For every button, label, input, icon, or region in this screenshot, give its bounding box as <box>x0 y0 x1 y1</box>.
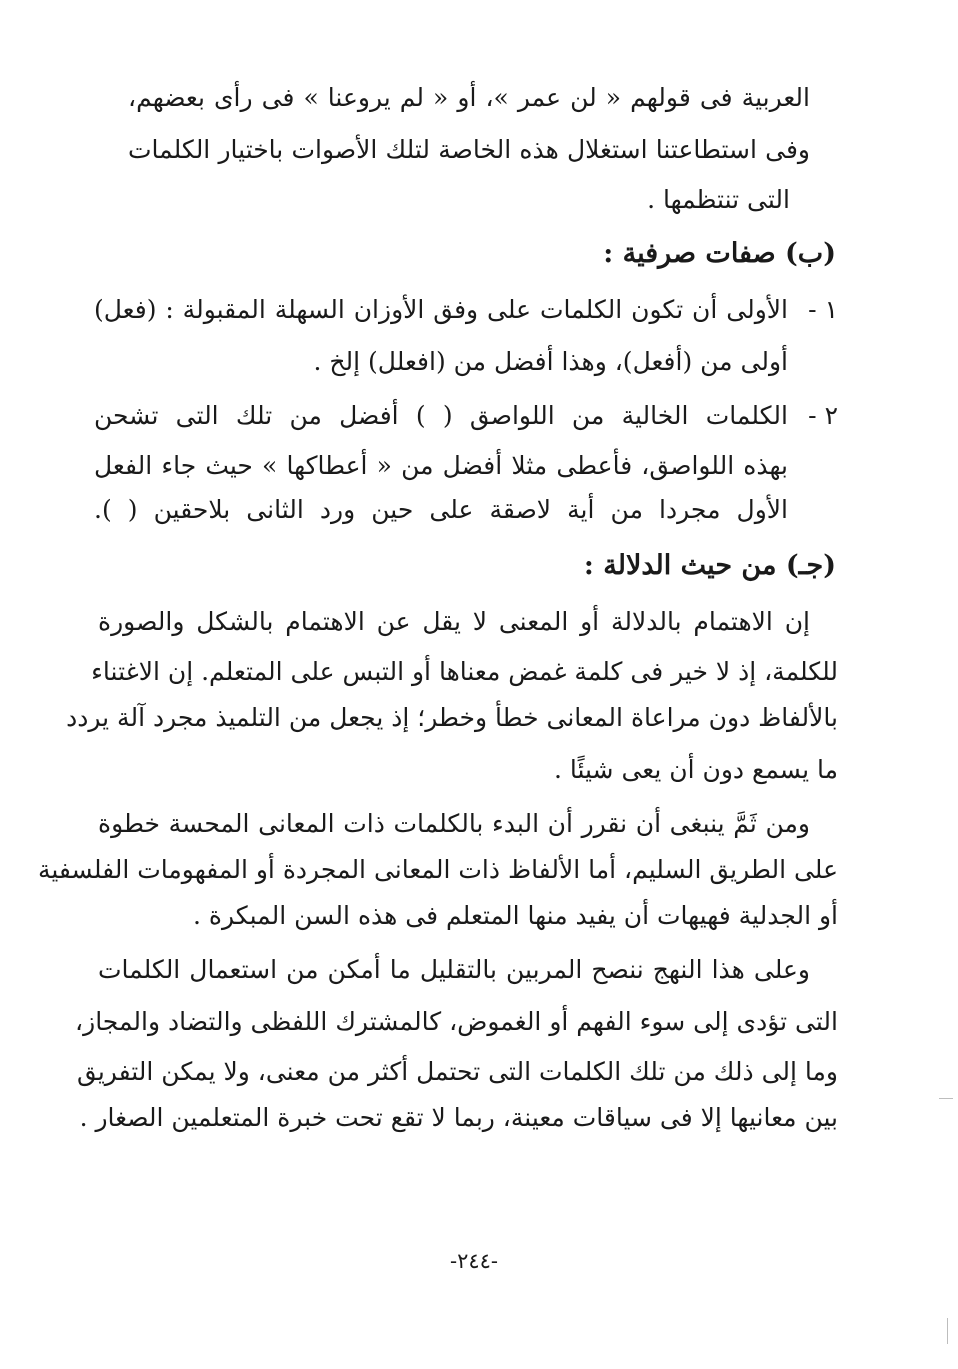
para-1-line-2: للكلمة، إذ لا خير فى كلمة غمض معناها أو التبس على المتعلم. إن الاغتناء <box>91 657 838 686</box>
para-2-line-2: على الطريق السليم، أما الألفاظ ذات المعانى المجردة أو المفهومات الفلسفية <box>37 855 838 884</box>
intro-line-2: وفى استطاعتنا استغلال هذه الخاصة لتلك الأصوات باختيار الكلمات <box>128 135 810 164</box>
para-1-line-1: إن الاهتمام بالدلالة أو المعنى لا يقل عن الاهتمام بالشكل والصورة <box>98 607 810 636</box>
para-3-line-3: وما إلى ذلك من تلك الكلمات التى تحتمل أكثر من معنى، ولا يمكن التفريق <box>77 1057 838 1086</box>
item-1-number: ١ - <box>808 295 838 324</box>
item-2-number: ٢ - <box>808 401 838 430</box>
scan-margin-mark <box>947 1318 948 1344</box>
intro-line-3: التى تنتظمها . <box>647 185 790 214</box>
scan-margin-mark <box>939 1098 953 1099</box>
item-2-line-2: بهذه اللواصق، فأعطى مثلا أفضل من « أعطاكها » حيث جاء الفعل <box>94 451 788 480</box>
item-1-line-1: الأولى أن تكون الكلمات على وفق الأوزان السهلة المقبولة : (فعل) <box>94 295 788 324</box>
item-2-line-3: الأول مجردا من أية لاصقة على حين ورد الثانى بلاحقين ( ). <box>94 495 788 524</box>
para-3-line-1: وعلى هذا النهج ننصح المربين بالتقليل ما أمكن من استعمال الكلمات <box>98 955 810 984</box>
section-c-heading: (جـ) من حيث الدلالة : <box>583 550 836 581</box>
para-2-line-1: ومن ثَمَّ ينبغى أن نقرر أن البدء بالكلمات ذات المعانى المحسة خطوة <box>98 809 810 838</box>
para-3-line-4: بين معانيها إلا فى سياقات معينة، ربما لا تقع تحت خبرة المتعلمين الصغار . <box>79 1103 838 1132</box>
intro-line-1: العربية فى قولهم « لن عمر »، أو « لم يروعنا » فى رأى بعضهم، <box>128 83 810 112</box>
para-3-line-2: التى تؤدى إلى سوء الفهم أو الغموض، كالمشترك اللفظى والتضاد والمجاز، <box>75 1007 838 1036</box>
item-1-line-2: أولى من (أفعل)، وهذا أفضل من (افعلل) إلخ . <box>313 347 788 376</box>
page-number: -٢٤٤- <box>449 1249 499 1273</box>
item-2-line-1: الكلمات الخالية من اللواصق ( ) أفضل من تلك التى تشحن <box>94 401 788 430</box>
para-2-line-3: أو الجدلية فهيهات أن يفيد منها المتعلم فى هذه السن المبكرة . <box>193 901 838 930</box>
para-1-line-4: ما يسمع دون أن يعى شيئًا . <box>553 755 838 784</box>
para-1-line-3: بالألفاظ دون مراعاة المعانى خطأ وخطر؛ إذ يجعل من التلميذ مجرد آلة يردد <box>66 703 838 732</box>
section-b-heading: (ب) صفات صرفية : <box>603 238 836 269</box>
